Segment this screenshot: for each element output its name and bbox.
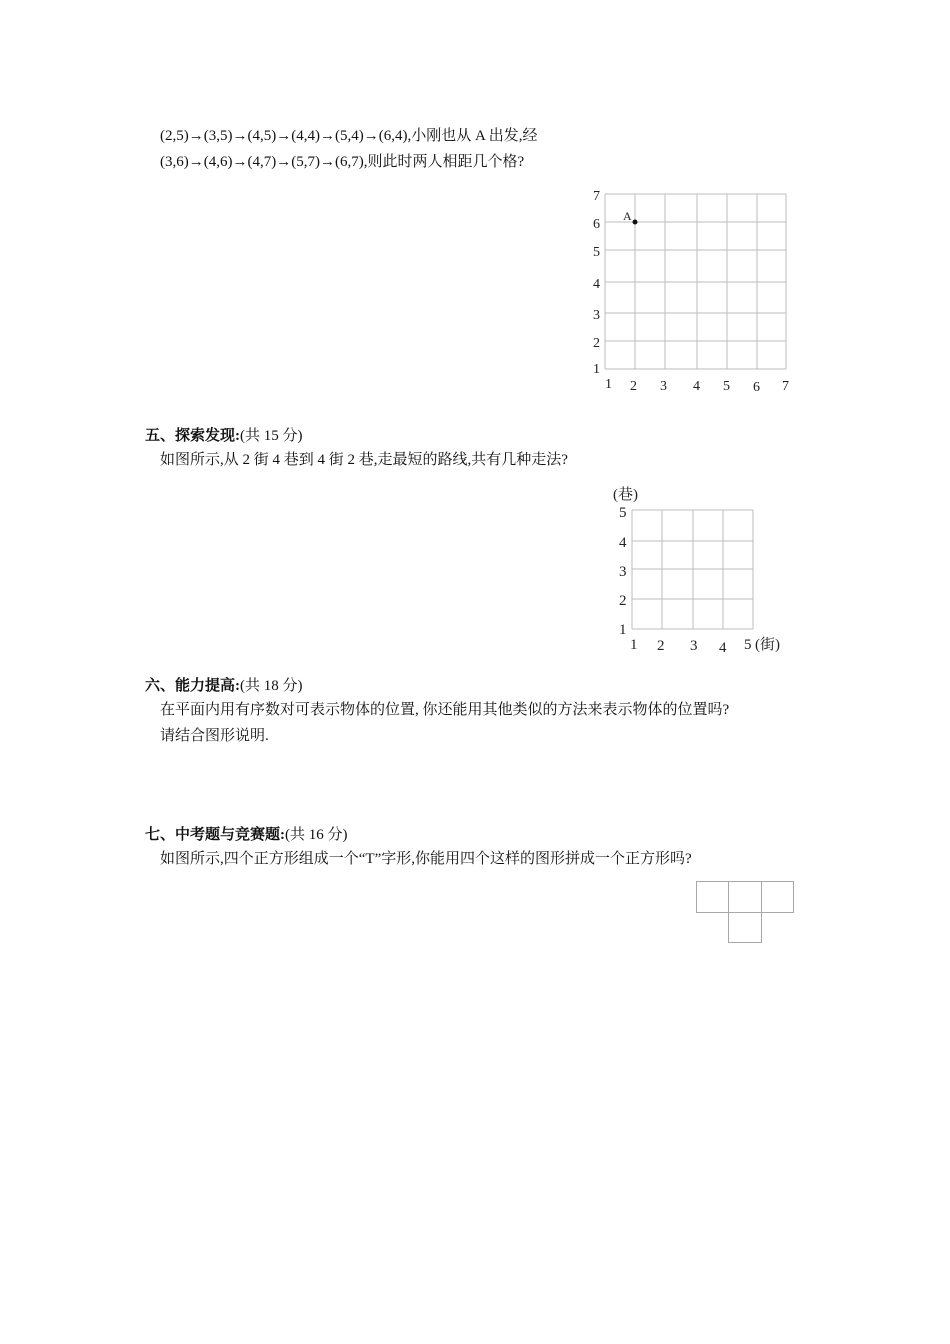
y-tick-label: 1 [619, 622, 627, 638]
x-tick-label: 7 [782, 379, 789, 394]
y-tick-label: 3 [619, 564, 627, 580]
square-top-left [697, 882, 729, 913]
street-axis-label: (街) [755, 637, 780, 653]
y-tick-label: 5 [593, 245, 600, 260]
section-6-score: (共 18 分) [240, 678, 303, 694]
y-tick-label: 5 [619, 505, 627, 521]
x-tick-label: 4 [719, 640, 727, 656]
x-tick-label: 2 [630, 379, 637, 394]
y-tick-label: 7 [593, 189, 600, 204]
x-tick-label: 1 [630, 637, 638, 653]
y-tick-label: 3 [593, 308, 600, 323]
lane-axis-label: (巷) [613, 487, 638, 503]
square-top-middle [729, 882, 762, 913]
y-tick-label: 4 [619, 535, 627, 551]
grid-lines [632, 510, 753, 629]
grid-lines [605, 194, 786, 369]
x-tick-label: 3 [660, 379, 667, 394]
problem-four-line-1: (2,5)→(3,5)→(4,5)→(4,4)→(5,4)→(6,4),小刚也从 A 出发,经 [160, 128, 538, 144]
x-tick-label: 3 [690, 638, 698, 654]
problem-four-line-2: (3,6)→(4,6)→(4,7)→(5,7)→(6,7),则此时两人相距几个格? [160, 154, 525, 170]
section-6-title: 六、能力提高: [145, 678, 240, 694]
x-tick-label: 5 [744, 637, 752, 653]
street-lane-grid [605, 480, 800, 660]
section-6-line-2: 请结合图形说明. [160, 728, 269, 744]
y-tick-label: 2 [619, 593, 627, 609]
point-a-marker [633, 220, 638, 225]
point-a-label: A [623, 209, 632, 223]
x-tick-label: 6 [753, 380, 760, 395]
section-5-question: 如图所示,从 2 街 4 巷到 4 街 2 巷,走最短的路线,共有几种走法? [160, 452, 568, 468]
t-shape-figure [690, 876, 800, 948]
x-tick-label: 2 [657, 638, 665, 654]
coordinate-grid-figure-a [585, 180, 800, 400]
square-top-right [762, 882, 794, 913]
y-tick-label: 4 [593, 277, 600, 292]
section-6-line-1: 在平面内用有序数对可表示物体的位置, 你还能用其他类似的方法来表示物体的位置吗? [160, 702, 730, 718]
section-7-score: (共 16 分) [285, 827, 348, 843]
x-tick-label: 1 [605, 377, 612, 392]
section-6-heading [145, 676, 303, 696]
section-7-question: 如图所示,四个正方形组成一个“T”字形,你能用四个这样的图形拼成一个正方形吗? [160, 851, 692, 867]
y-tick-label: 6 [593, 217, 600, 232]
x-tick-label: 4 [693, 379, 700, 394]
square-bottom [729, 913, 762, 943]
section-5-score: (共 15 分) [240, 428, 303, 444]
section-5-heading [145, 426, 303, 446]
section-7-heading [145, 825, 348, 845]
section-5-title: 五、探索发现: [145, 428, 240, 444]
y-tick-label: 1 [593, 362, 600, 377]
section-7-title: 七、中考题与竞赛题: [145, 827, 285, 843]
x-tick-label: 5 [723, 379, 730, 394]
y-tick-label: 2 [593, 336, 600, 351]
